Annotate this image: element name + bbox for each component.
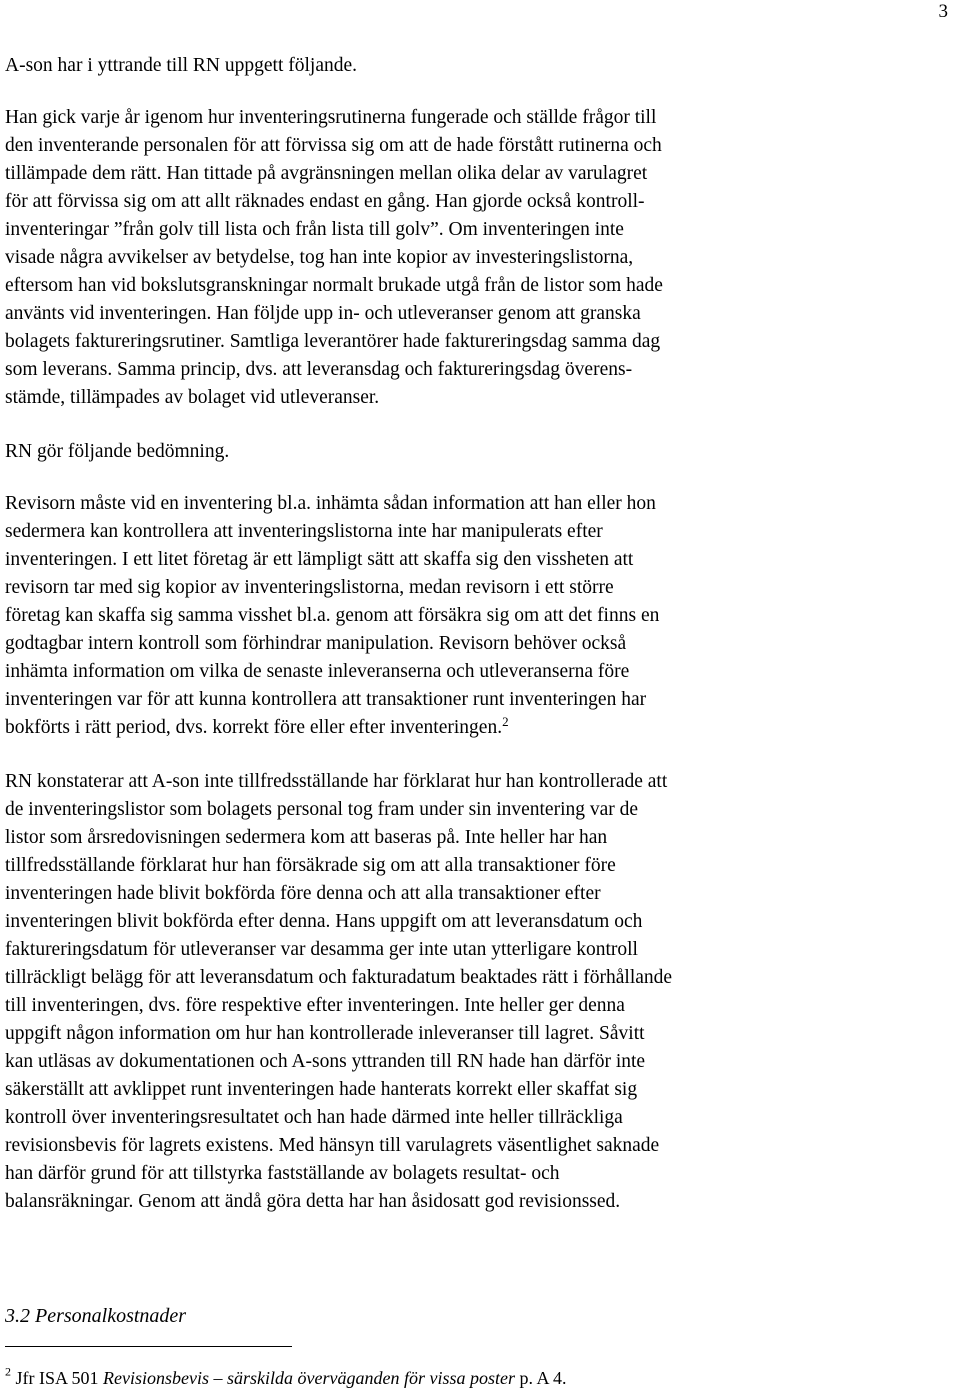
footnote-prefix: Jfr ISA 501	[11, 1368, 104, 1388]
paragraph-rn-assessment-heading: RN gör följande bedömning.	[5, 441, 230, 462]
footnote-title: Revisionsbevis – särskilda överväganden för vissa poster	[103, 1368, 515, 1388]
page-number: 3	[938, 1, 948, 22]
footnote-reference: 2	[502, 713, 509, 729]
section-heading: 3.2 Personalkostnader	[5, 1305, 187, 1327]
paragraph-intro: A-son har i yttrande till RN uppgett följande.	[5, 55, 358, 76]
paragraph-auditor-requirements-text: Revisorn måste vid en inventering bl.a. inhämta sådan information att han eller hon sedermera kan kontrollera att inventeringslistorna inte har manipulerats efter inventeringen. I ett litet företag är ett lämpligt sätt att skaffa sig den vissheten att revisorn tar med sig kopior av inventeringslistorna, medan revisorn i ett större företag kan skaffa sig samma visshet bl.a. genom att försäkra sig om att det finns en godtagbar intern kontroll som förhindrar manipulation. Revisorn behöver också inhämta information om vilka de senaste inleveranserna och utleveranserna före inventeringen var för att kunna kontrollera att transaktioner runt inventeringen har bokförts i rätt period, dvs. korrekt före eller efter inventeringen.	[5, 493, 660, 738]
paragraph-rn-conclusion: RN konstaterar att A-son inte tillfredsställande har förklarat hur han kontrollerade att de inventeringslistor som bolagets personal tog fram under sin inventering var de listor som årsredovisningen sedermera kom att baseras på. Inte heller har han tillfredsställande förklarat hur han försäkrade sig om att alla transaktioner före inventeringen hade blivit bokförda före denna och att alla transaktioner efter inventeringen blivit bokförda efter denna. Hans uppgift om att leveransdatum och faktureringsdatum för utleveranser var desamma ger inte utan ytterligare kontroll tillräckligt belägg för att leveransdatum och fakturadatum beaktades rätt i förhållande till inventeringen, dvs. före respektive efter inventeringen. Inte heller ger denna uppgift någon information om hur han kontrollerade inleveranser till lagret. Såvitt kan utläsas av dokumentationen och A-sons yttranden till RN hade han därför inte säkerställt att avklippet runt inventeringen hade hanterats korrekt eller skaffat sig kontroll över inventeringsresultatet och han hade därmed inte heller tillräckliga revisionsbevis för lagrets existens. Med hänsyn till varulagrets väsentlighet saknade han därför grund för att tillstyrka fastställande av bolagets resultat- och balansräkningar. Genom att ändå göra detta har han åsidosatt god revisionssed.	[5, 771, 673, 1212]
document-body	[5, 52, 875, 1242]
footnote-suffix: p. A 4.	[514, 1368, 567, 1388]
footnote-marker: 2	[5, 1364, 11, 1379]
footnote	[5, 1366, 566, 1390]
footnote-divider	[5, 1346, 292, 1347]
paragraph-a-son-statement: Han gick varje år igenom hur inventeringsrutinerna fungerade och ställde frågor till den inventerande personalen för att förvissa sig om att de hade förstått rutinerna och tillämpade dem rätt. Han tittade på avgränsningen mellan olika delar av varulagret för att förvissa sig om att allt räknades endast en gång. Han gjorde också kontroll- inventeringar ”från golv till lista och från lista till golv”. Om inventeringen inte visade några avvikelser av betydelse, tog han inte kopior av investeringslistorna, eftersom han vid bokslutsgranskningar normalt brukade utgå från de listor som hade använts vid inventeringen. Han följde upp in- och utleveranser genom att granska bolagets faktureringsrutiner. Samtliga leverantörer hade faktureringsdag samma dag som leverans. Samma princip, dvs. att leveransdag och faktureringsdag överens- stämde, tillämpades av bolaget vid utleveranser.	[5, 107, 663, 408]
paragraph-auditor-requirements	[5, 490, 875, 742]
